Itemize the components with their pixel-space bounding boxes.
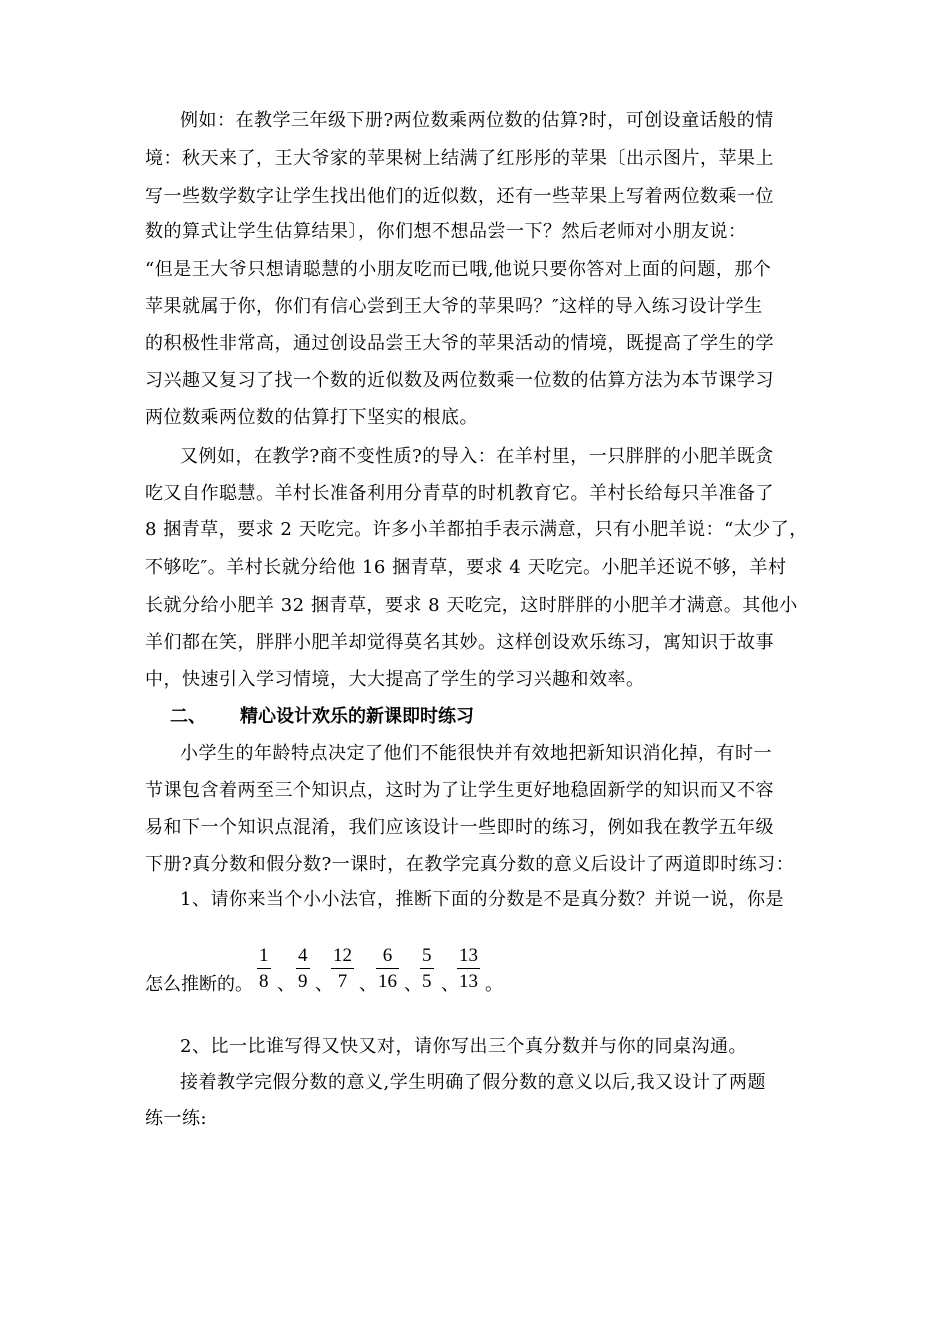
paragraph2-line-1: 又例如，在教学?商不变性质?的导入：在羊村里，一只胖胖的小肥羊既贪 — [180, 446, 774, 467]
fraction-separator: 、 — [441, 974, 459, 995]
paragraph4-line-1: 接着教学完假分数的意义,学生明确了假分数的意义以后,我又设计了两题 — [180, 1072, 766, 1093]
exercise2-text: 2、比一比谁写得又快又对，请你写出三个真分数并与你的同桌沟通。 — [180, 1036, 747, 1057]
paragraph3-line-4: 下册?真分数和假分数?一课时，在教学完真分数的意义后设计了两道即时练习： — [145, 854, 795, 875]
paragraph1-line-6: 苹果就属于你，你们有信心尝到王大爷的苹果吗？″这样的导入练习设计学生 — [145, 296, 763, 317]
paragraph1-line-3: 写一些数学数字让学生找出他们的近似数，还有一些苹果上写着两位数乘一位 — [145, 186, 774, 207]
paragraph1-line-5: “但是王大爷只想请聪慧的小朋友吃而已哦,他说只要你答对上面的问题，那个 — [145, 259, 772, 280]
paragraph2-line-4: 不够吃″。羊村长就分给他 16 捆青草，要求 4 天吃完。小肥羊还说不够，羊村 — [145, 557, 787, 578]
paragraph2-line-7: 中，快速引入学习情境，大大提高了学生的学习兴趣和效率。 — [145, 669, 645, 690]
paragraph1-line-1: 例如：在教学三年级下册?两位数乘两位数的估算?时，可创设童话般的情 — [180, 110, 774, 131]
fraction-denominator: 5 — [422, 971, 432, 992]
fraction-denominator: 7 — [337, 971, 348, 992]
fraction-numerator: 12 — [331, 944, 354, 969]
fraction-numerator: 6 — [376, 944, 399, 969]
section-heading-number: 二、 — [170, 706, 206, 727]
fraction-separator: 、 — [404, 974, 422, 995]
fraction-separator: 、 — [277, 974, 295, 995]
fraction-numerator: 5 — [420, 944, 434, 969]
fraction-numerator: 4 — [296, 944, 310, 969]
fraction-numerator: 13 — [457, 944, 480, 969]
paragraph3-line-2: 节课包含着两至三个知识点，这时为了让学生更好地稳固新学的知识而又不容 — [145, 780, 774, 801]
exercise1-text: 1、请你来当个小小法官，推断下面的分数是不是真分数？并说一说，你是 — [180, 889, 784, 910]
paragraph4-line-2: 练一练: — [145, 1108, 208, 1129]
fraction-separator: 、 — [315, 974, 333, 995]
section-heading — [170, 704, 474, 730]
fraction — [296, 944, 310, 995]
fraction — [331, 944, 354, 995]
paragraph1-line-7: 的积极性非常高，通过创设品尝王大爷的苹果活动的情境，既提高了学生的学 — [145, 333, 774, 354]
paragraph2-line-6: 羊们都在笑，胖胖小肥羊却觉得莫名其妙。这样创设欢乐练习，寓知识于故事 — [145, 632, 774, 653]
fraction-separator: 、 — [359, 974, 377, 995]
fraction-denominator: 13 — [459, 971, 478, 992]
fraction — [420, 944, 434, 995]
fraction — [376, 944, 399, 995]
paragraph3-line-1: 小学生的年龄特点决定了他们不能很快并有效地把新知识消化掉，有时一 — [180, 743, 772, 764]
paragraph1-line-4: 数的算式让学生估算结果〕，你们想不想品尝一下？然后老师对小朋友说： — [145, 221, 747, 242]
paragraph2-line-5: 长就分给小肥羊 32 捆青草，要求 8 天吃完，这时胖胖的小肥羊才满意。其他小 — [145, 595, 798, 616]
fraction — [257, 944, 271, 995]
paragraph3-line-3: 易和下一个知识点混淆，我们应该设计一些即时的练习，例如我在教学五年级 — [145, 817, 774, 838]
exercise1-lead: 怎么推断的。 — [145, 974, 253, 995]
section-heading-title: 精心设计欢乐的新课即时练习 — [240, 706, 474, 727]
paragraph2-line-2: 吃又自作聪慧。羊村长准备利用分青草的时机教育它。羊村长给每只羊准备了 — [145, 483, 774, 504]
paragraph1-line-9: 两位数乘两位数的估算打下坚实的根底。 — [145, 407, 478, 428]
fraction-denominator: 9 — [298, 971, 308, 992]
fraction-denominator: 16 — [378, 971, 397, 992]
fraction-end-mark: 。 — [485, 974, 503, 995]
paragraph1-line-2: 境：秋天来了，王大爷家的苹果树上结满了红彤彤的苹果〔出示图片，苹果上 — [145, 148, 774, 169]
paragraph2-line-3: 8 捆青草，要求 2 天吃完。许多小羊都拍手表示满意，只有小肥羊说：“太少了， — [145, 519, 808, 540]
fraction — [457, 944, 480, 995]
fraction-denominator: 8 — [259, 971, 269, 992]
paragraph1-line-8: 习兴趣又复习了找一个数的近似数及两位数乘一位数的估算方法为本节课学习 — [145, 370, 774, 391]
fraction-numerator: 1 — [257, 944, 271, 969]
